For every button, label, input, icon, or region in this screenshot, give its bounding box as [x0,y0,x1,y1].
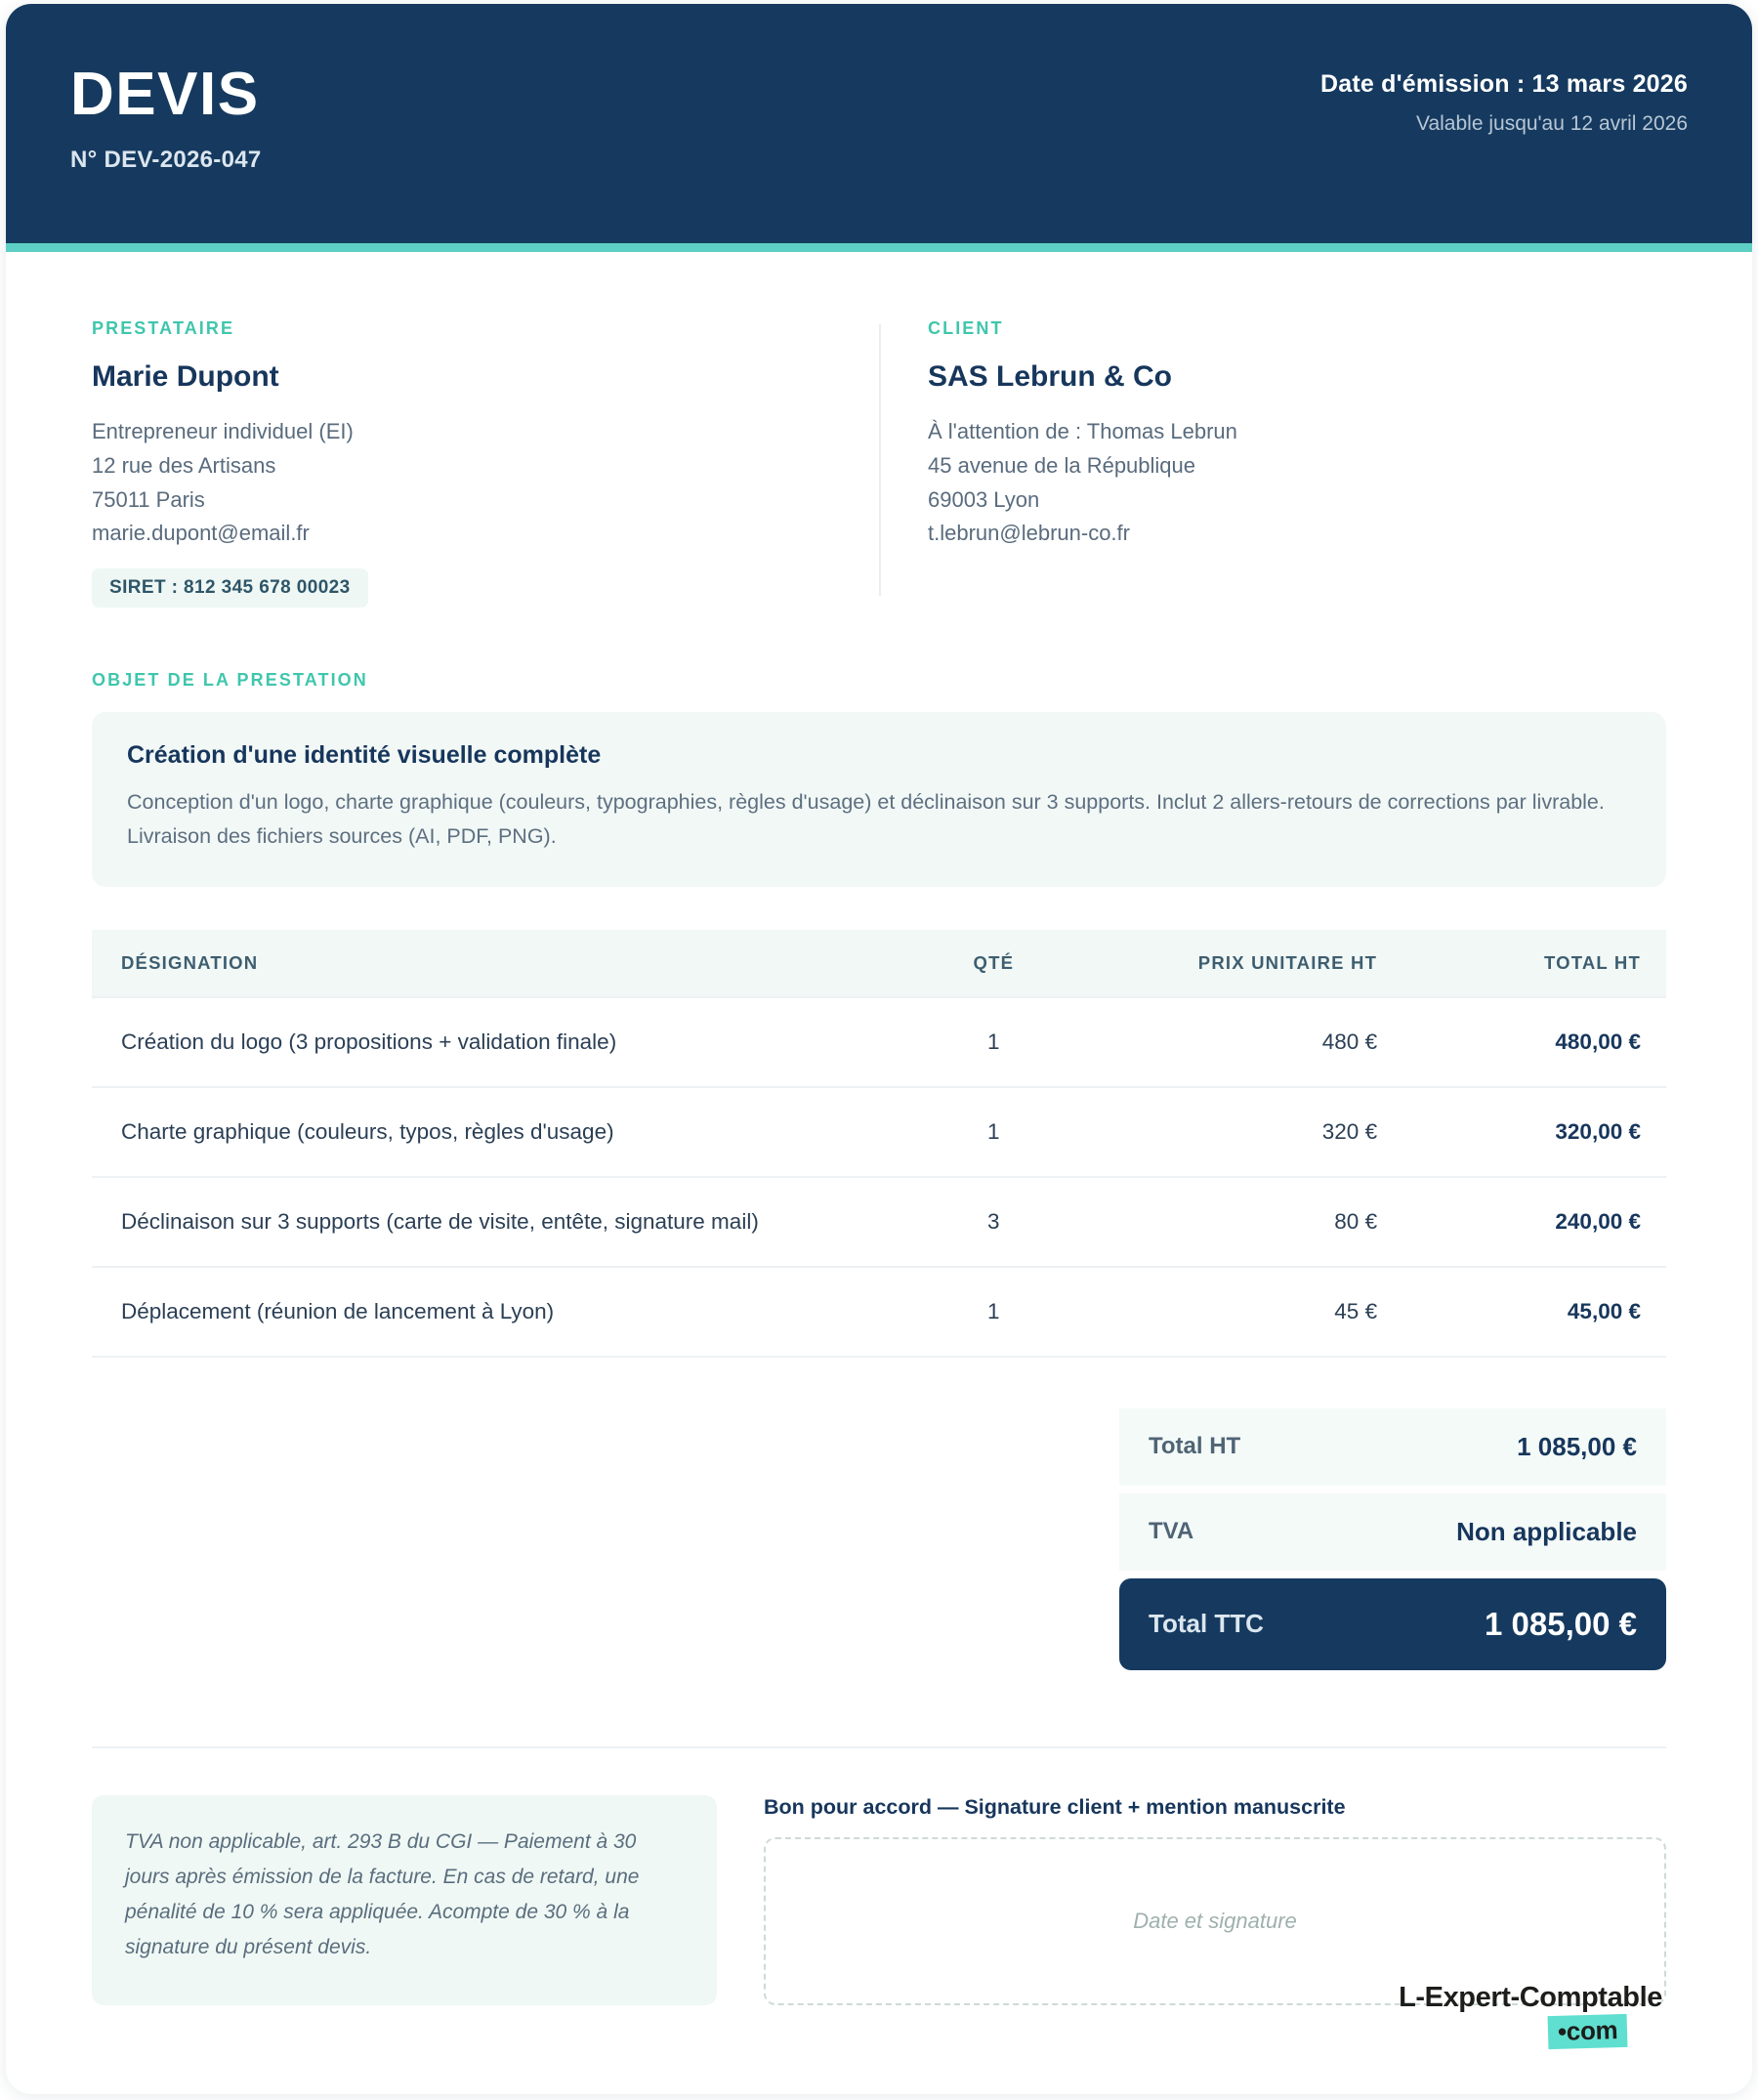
row-total: 320,00 € [1377,1087,1666,1177]
row-designation: Déplacement (réunion de lancement à Lyon) [92,1267,919,1357]
row-qty: 1 [919,997,1068,1087]
brand-logo [1399,1981,1662,2048]
table-row [92,1267,1666,1357]
row-unit-price: 480 € [1068,997,1377,1087]
client-label: CLIENT [928,318,1004,338]
tva-label: TVA [1149,1518,1194,1545]
brand-logo-name: L-Expert-Comptable [1399,1981,1662,2013]
provider-line: 12 rue des Artisans [92,452,276,478]
signature-column [764,1794,1666,2046]
objet-description: Conception d'un logo, charte graphique (couleurs, typographies, règles d'usage) et déclinaison sur 3 supports. Inclut 2 allers-retours de corrections par livrable. Livraison des fichiers sources (AI, PDF, PNG). [127,790,1605,848]
line-items-body [92,997,1666,1357]
header-right-block [1320,59,1688,136]
line-items-header [92,930,1666,997]
header-left-block [70,59,262,174]
row-total: 45,00 € [1377,1267,1666,1357]
document-header [6,4,1752,243]
provider-line: Entrepreneur individuel (EI) [92,419,354,443]
total-ht-value: 1 085,00 € [1517,1431,1637,1461]
total-ttc-label: Total TTC [1149,1609,1264,1639]
table-row [92,1087,1666,1177]
client-name: SAS Lebrun & Co [928,360,1173,393]
signature-placeholder: Date et signature [1133,1908,1297,1933]
line-items-table [92,930,1666,1358]
total-ht-label: Total HT [1149,1433,1241,1460]
total-ttc-row [1119,1578,1666,1670]
provider-line: 75011 Paris [92,486,205,512]
document-body [6,318,1752,2046]
row-qty: 1 [919,1267,1068,1357]
accent-bar [6,243,1752,252]
row-total: 240,00 € [1377,1177,1666,1267]
totals-section [92,1408,1666,1678]
row-unit-price: 80 € [1068,1177,1377,1267]
parties-section [92,318,1666,608]
tva-row [1119,1493,1666,1571]
row-designation: Création du logo (3 propositions + validation finale) [92,997,919,1087]
issue-date: Date d'émission : 13 mars 2026 [1319,70,1688,98]
totals-block [1119,1408,1666,1678]
quote-card [6,4,1752,2094]
row-designation: Déclinaison sur 3 supports (carte de visite, entête, signature mail) [92,1177,919,1267]
table-row [92,997,1666,1087]
client-line: 69003 Lyon [928,486,1040,512]
client-block [879,318,1666,608]
objet-box [92,712,1666,887]
row-qty: 3 [919,1177,1068,1267]
column-header-designation: DÉSIGNATION [92,930,919,997]
tva-value: Non applicable [1456,1516,1637,1546]
objet-title: Création d'une identité visuelle complète [127,741,602,769]
row-unit-price: 45 € [1068,1267,1377,1357]
provider-block [92,318,879,608]
provider-name: Marie Dupont [92,360,279,393]
footer-divider [92,1746,1666,1748]
brand-logo-com-text: •com [1557,2014,1618,2046]
row-designation: Charte graphique (couleurs, typos, règles d'usage) [92,1087,919,1177]
client-email: t.lebrun@lebrun-co.fr [928,521,1130,546]
column-header-unit-price: PRIX UNITAIRE HT [1068,930,1377,997]
column-header-qty: QTÉ [919,930,1068,997]
objet-label: OBJET DE LA PRESTATION [92,670,368,690]
provider-email: marie.dupont@email.fr [92,521,310,546]
signature-box[interactable] [764,1837,1666,2005]
row-unit-price: 320 € [1068,1087,1377,1177]
document-number: N° DEV-2026-047 [70,147,262,173]
signature-title: Bon pour accord — Signature client + mention manuscrite [764,1794,1346,1819]
siret-badge: SIRET : 812 345 678 00023 [92,568,368,608]
document-type-title: DEVIS [70,61,260,128]
legal-note: TVA non applicable, art. 293 B du CGI — Paiement à 30 jours après émission de la facture. En cas de retard, une pénalité de 10 % sera appliquée. Acompte de 30 % à la signature du présent devis. [92,1795,717,2005]
total-ht-row [1119,1408,1666,1486]
client-line: 45 avenue de la République [928,452,1196,478]
parties-divider [879,324,881,596]
row-total: 480,00 € [1377,997,1666,1087]
table-header-row [92,930,1666,997]
row-qty: 1 [919,1087,1068,1177]
column-header-total: TOTAL HT [1377,930,1666,997]
document-footer [92,1794,1666,2046]
validity-date: Valable jusqu'au 12 avril 2026 [1416,112,1688,135]
provider-label: PRESTATAIRE [92,318,235,338]
total-ttc-value: 1 085,00 € [1485,1605,1637,1642]
table-row [92,1177,1666,1267]
client-attention-line: À l'attention de : Thomas Lebrun [928,419,1237,443]
brand-logo-com-badge [1547,2014,1627,2049]
objet-section [92,670,1666,887]
